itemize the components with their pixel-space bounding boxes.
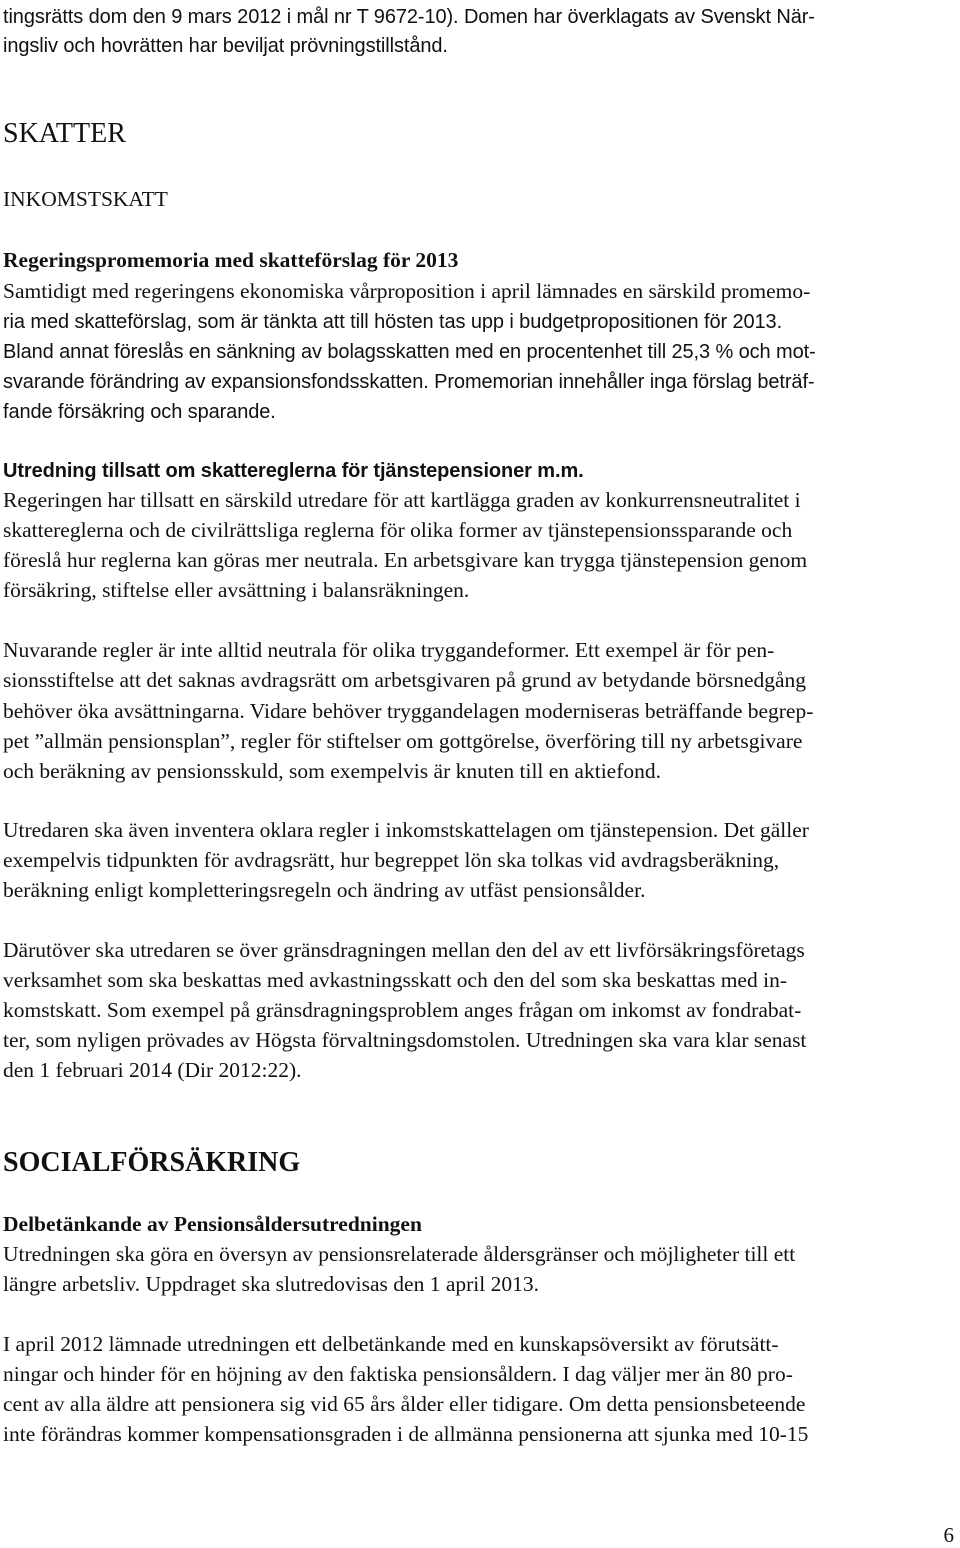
paragraph-line: behöver öka avsättningarna. Vidare behöver tryggandelagen moderniseras beträffande begrep- <box>3 699 814 723</box>
paragraph-line: exempelvis tidpunkten för avdragsrätt, hur begreppet lön ska tolkas vid avdragsberäkning, <box>3 848 780 872</box>
section-heading-skatter: SKATTER <box>3 118 126 149</box>
paragraph-line: I april 2012 lämnade utredningen ett delbetänkande med en kunskapsöversikt av förutsätt- <box>3 1332 779 1356</box>
paragraph-line: svarande förändring av expansionsfondsskatten. Promemorian innehåller inga förslag beträf- <box>3 371 815 393</box>
paragraph-line: Utredaren ska även inventera oklara regler i inkomstskattelagen om tjänstepension. Det gäller <box>3 818 809 842</box>
paragraph-line: inte förändras kommer kompensationsgraden i de allmänna pensionerna att sjunka med 10-15 <box>3 1422 809 1446</box>
paragraph-line: Bland annat föreslås en sänkning av bolagsskatten med en procentenhet till 25,3 % och mot- <box>3 341 816 363</box>
paragraph-line: skattereglerna och de civilrättsliga reglerna för olika former av tjänstepensionssparande och <box>3 518 793 542</box>
paragraph-line: den 1 februari 2014 (Dir 2012:22). <box>3 1058 302 1082</box>
heading-utredning: Utredning tillsatt om skattereglerna för tjänstepensioner m.m. <box>3 460 584 482</box>
paragraph-line: pet ”allmän pensionsplan”, regler för stiftelser om gottgörelse, överföring till ny arbetsgivare <box>3 729 803 753</box>
paragraph-line: Regeringen har tillsatt en särskild utredare för att kartlägga graden av konkurrensneutralitet i <box>3 488 801 512</box>
paragraph-line: längre arbetsliv. Uppdraget ska slutredovisas den 1 april 2013. <box>3 1272 539 1296</box>
paragraph-line: ria med skatteförslag, som är tänkta att till hösten tas upp i budgetpropositionen för 2013. <box>3 311 783 333</box>
paragraph-line: Nuvarande regler är inte alltid neutrala för olika tryggandeformer. Ett exempel är för pen- <box>3 638 775 662</box>
intro-line: ingsliv och hovrätten har beviljat prövningstillstånd. <box>3 35 448 57</box>
paragraph-line: Därutöver ska utredaren se över gränsdragningen mellan den del av ett livförsäkringsföretags <box>3 938 805 962</box>
intro-line: tingsrätts dom den 9 mars 2012 i mål nr T 9672-10). Domen har överklagats av Svenskt När- <box>3 6 815 28</box>
subheading-inkomstskatt: INKOMSTSKATT <box>3 187 168 211</box>
heading-delbetankande: Delbetänkande av Pensionsåldersutredningen <box>3 1212 422 1236</box>
paragraph-line: Utredningen ska göra en översyn av pensionsrelaterade åldersgränser och möjligheter till ett <box>3 1242 796 1266</box>
paragraph-line: cent av alla äldre att pensionera sig vid 65 års ålder eller tidigare. Om detta pensionsbeteende <box>3 1392 806 1416</box>
paragraph-line: försäkring, stiftelse eller avsättning i balansräkningen. <box>3 578 470 602</box>
paragraph-line: föreslå hur reglerna kan göras mer neutrala. En arbetsgivare kan trygga tjänstepension genom <box>3 548 808 572</box>
paragraph-line: Samtidigt med regeringens ekonomiska vårproposition i april lämnades en särskild promemo- <box>3 279 811 303</box>
paragraph-line: verksamhet som ska beskattas med avkastningsskatt och den del som ska beskattas med in- <box>3 968 787 992</box>
section-heading-socialforsakring: SOCIALFÖRSÄKRING <box>3 1147 301 1178</box>
paragraph-line: beräkning enligt kompletteringsregeln och ändring av utfäst pensionsålder. <box>3 878 646 902</box>
page-number: 6 <box>943 1523 954 1547</box>
paragraph-line: ter, som nyligen prövades av Högsta förvaltningsdomstolen. Utredningen ska vara klar senast <box>3 1028 807 1052</box>
paragraph-line: fande försäkring och sparande. <box>3 401 276 423</box>
paragraph-line: och beräkning av pensionsskuld, som exempelvis är knuten till en aktiefond. <box>3 759 661 783</box>
paragraph-line: ningar och hinder för en höjning av den faktiska pensionsåldern. I dag väljer mer än 80 pro- <box>3 1362 793 1386</box>
heading-promemoria: Regeringspromemoria med skatteförslag för 2013 <box>3 248 459 272</box>
paragraph-line: komstskatt. Som exempel på gränsdragningsproblem anges frågan om inkomst av fondrabat- <box>3 998 802 1022</box>
paragraph-line: sionsstiftelse att det saknas avdragsrätt om arbetsgivaren på grund av betydande börsnedgång <box>3 668 807 692</box>
